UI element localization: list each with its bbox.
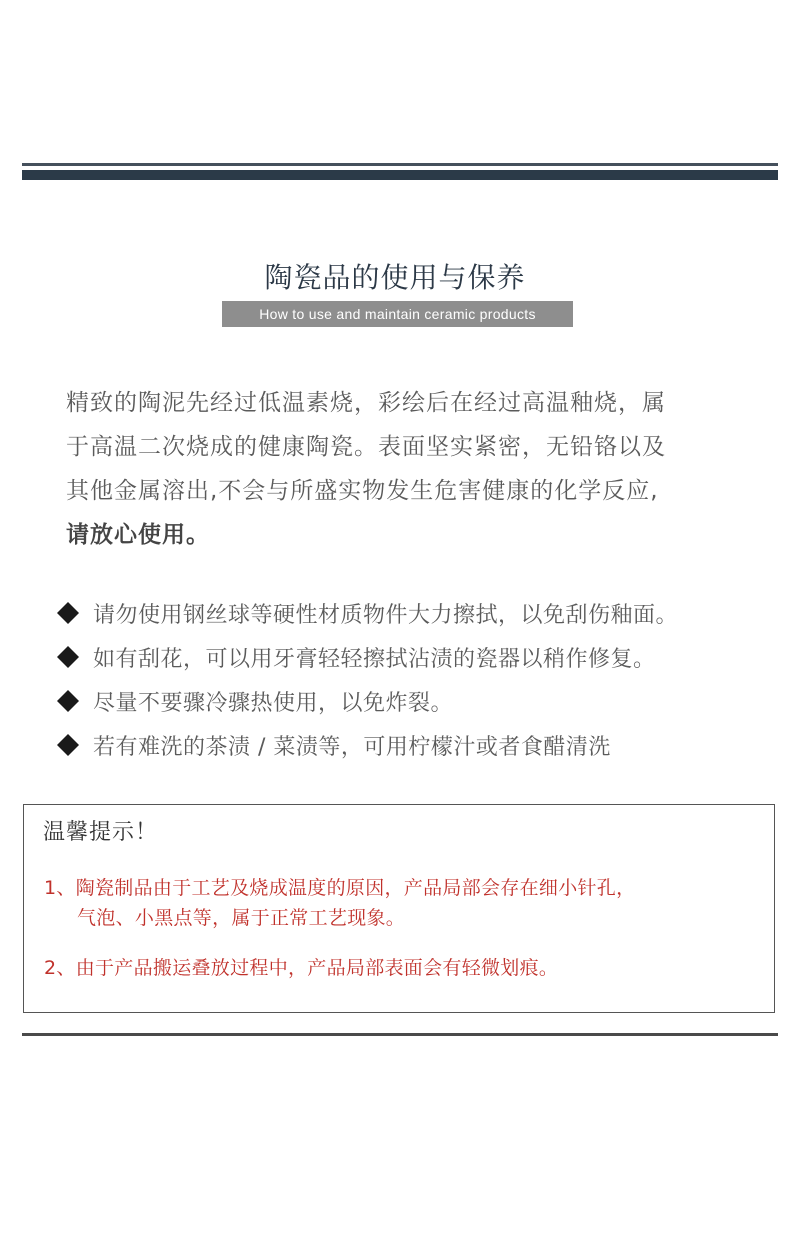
care-tip-item: [55, 591, 775, 635]
care-tip-text: 请勿使用钢丝球等硬性材质物件大力擦拭，以免刮伤釉面。: [93, 602, 679, 628]
intro-emphasis: 请放心使用。: [66, 522, 210, 548]
header-divider-thick: [22, 170, 778, 180]
care-tip-text: 尽量不要骤冷骤热使用，以免炸裂。: [93, 690, 454, 716]
page-title: 陶瓷品的使用与保养: [264, 261, 526, 294]
notice-item-text: 1、陶瓷制品由于工艺及烧成温度的原因，产品局部会存在细小针孔，: [44, 877, 636, 899]
care-tip-item: [55, 635, 775, 679]
header-divider-thin: [22, 163, 778, 166]
care-tips-list: [55, 591, 775, 767]
intro-line: 其他金属溶出,不会与所盛实物发生危害健康的化学反应,: [66, 478, 659, 504]
intro-line: 精致的陶泥先经过低温素烧，彩绘后在经过高温釉烧，属: [66, 390, 666, 416]
diamond-bullet-icon: [55, 691, 81, 711]
footer-divider: [22, 1033, 778, 1036]
care-tip-text: 如有刮花，可以用牙膏轻轻擦拭沾渍的瓷器以稍作修复。: [93, 646, 656, 672]
notice-item: [44, 953, 558, 983]
notice-box: [23, 804, 775, 1013]
intro-line: 于高温二次烧成的健康陶瓷。表面坚实紧密，无铅铬以及: [66, 434, 666, 460]
care-tip-item: [55, 723, 775, 767]
notice-item: [44, 873, 635, 933]
notice-item-continuation: 气泡、小黑点等，属于正常工艺现象。: [77, 907, 406, 929]
diamond-bullet-icon: [55, 735, 81, 755]
diamond-bullet-icon: [55, 603, 81, 623]
page-subtitle: How to use and maintain ceramic products: [222, 301, 573, 327]
care-tip-item: [55, 679, 775, 723]
care-tip-text: 若有难洗的茶渍 / 菜渍等，可用柠檬汁或者食醋清洗: [93, 734, 611, 760]
notice-title: 温馨提示！: [43, 820, 159, 845]
notice-item-text: 2、由于产品搬运叠放过程中，产品局部表面会有轻微划痕。: [44, 957, 559, 979]
diamond-bullet-icon: [55, 647, 81, 667]
intro-paragraph: [66, 381, 746, 557]
